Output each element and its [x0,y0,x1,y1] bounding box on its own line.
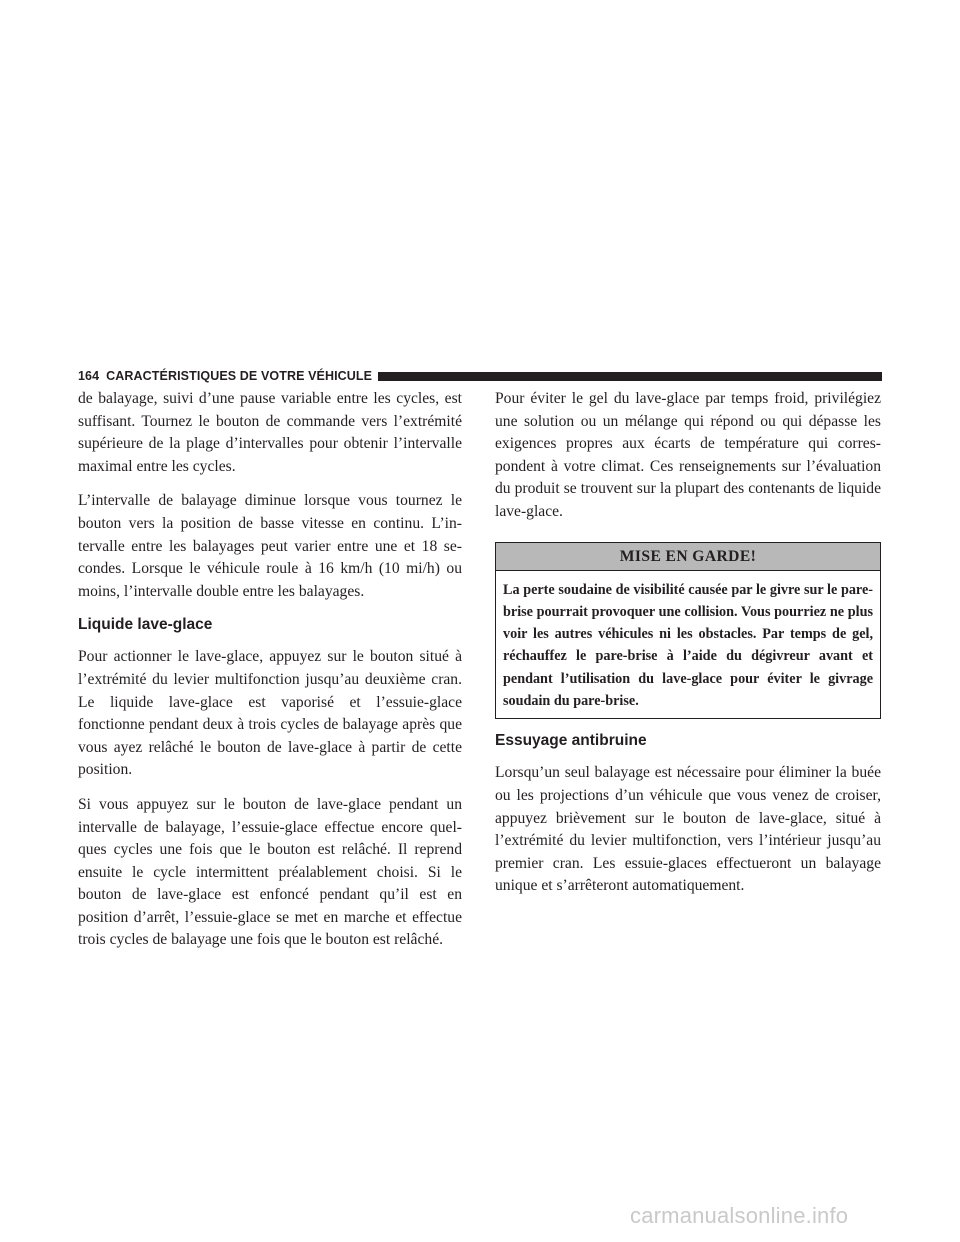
paragraph: Pour actionner le lave-glace, appuyez sur le bouton situé à l’extrémité du levier multifonction jusqu’au deuxième cran. Le liquide lave-glace est vaporisé et l’essuie-glace fonctionne pendant deux à trois cycles de balayage après que vous ayez relâché le bouton de lave-glace à partir de cette position. [78,648,462,779]
watermark-link[interactable]: carmanualsonline.info [630,1203,849,1228]
section-title: CARACTÉRISTIQUES DE VOTRE VÉHICULE [106,369,373,383]
paragraph: Pour éviter le gel du lave-glace par temps froid, privilégiez une solution ou un mélange qui répond ou qui dépasse les exigences propres aux écarts de température qui correspondent à votre climat. Ces renseignements sur l’évaluation du produit se trouvent sur la plupart des contenants de liquide lave-glace. [495,390,881,520]
warning-box [495,542,881,720]
left-column [78,388,462,964]
page-number: 164 [78,369,100,383]
warning-title: MISE EN GARDE! [496,543,880,571]
section-heading-liquide: Liquide lave-glace [78,616,213,634]
paragraph: de balayage, suivi d’une pause variable entre les cycles, est suffisant. Tournez le bouton de commande vers l’extrémité supérieure de la plage d’intervalles pour obtenir l’intervalle maximal entre les cycles. [78,390,462,475]
section-heading-antibruine: Essuyage antibruine [495,732,647,750]
right-column [495,388,881,910]
paragraph: Lorsqu’un seul balayage est nécessaire pour éliminer la buée ou les projections d’un véhicule que vous venez de croiser, appuyez brièvement sur le bouton de lave-glace, situé à l’extrémité du levier multifonction, vers l’intérieur jusqu’au premier cran. Les essuie-glaces effectueront un balayage unique et s’arrêteront automatiquement. [495,764,881,895]
header-rule [378,372,882,381]
paragraph: Si vous appuyez sur le bouton de lave-glace pendant un intervalle de balayage, l’essuie-glace effectue encore quelques cycles une fois que le bouton est relâché. Il reprend ensuite le cycle intermittent préalablement choisi. Si le bouton de lave-glace est enfoncé pendant qu’il est en position d’arrêt, l’essuie-glace se met en marche et effectue trois cycles de balayage une fois que le bouton est relâché. [78,795,462,949]
paragraph: L’intervalle de balayage diminue lorsque vous tournez le bouton vers la position de basse vitesse en continu. L’intervalle entre les balayages peut varier entre une et 18 secondes. Lorsque le véhicule roule à 16 km/h (10 mi/h) ou moins, l’intervalle double entre les balayages. [78,492,462,600]
page-header [78,366,882,386]
warning-text: La perte soudaine de visibilité causée par le givre sur le pare-brise pourrait provoquer une collision. Vous pourriez ne plus voir les autres véhicules ni les obstacles. Par temps de gel, réchauffez le pare-brise à l’aide du dégivreur avant et pendant l’utilisation du lave-glace pour éviter le givrage soudain du pare-brise. [503,581,873,710]
